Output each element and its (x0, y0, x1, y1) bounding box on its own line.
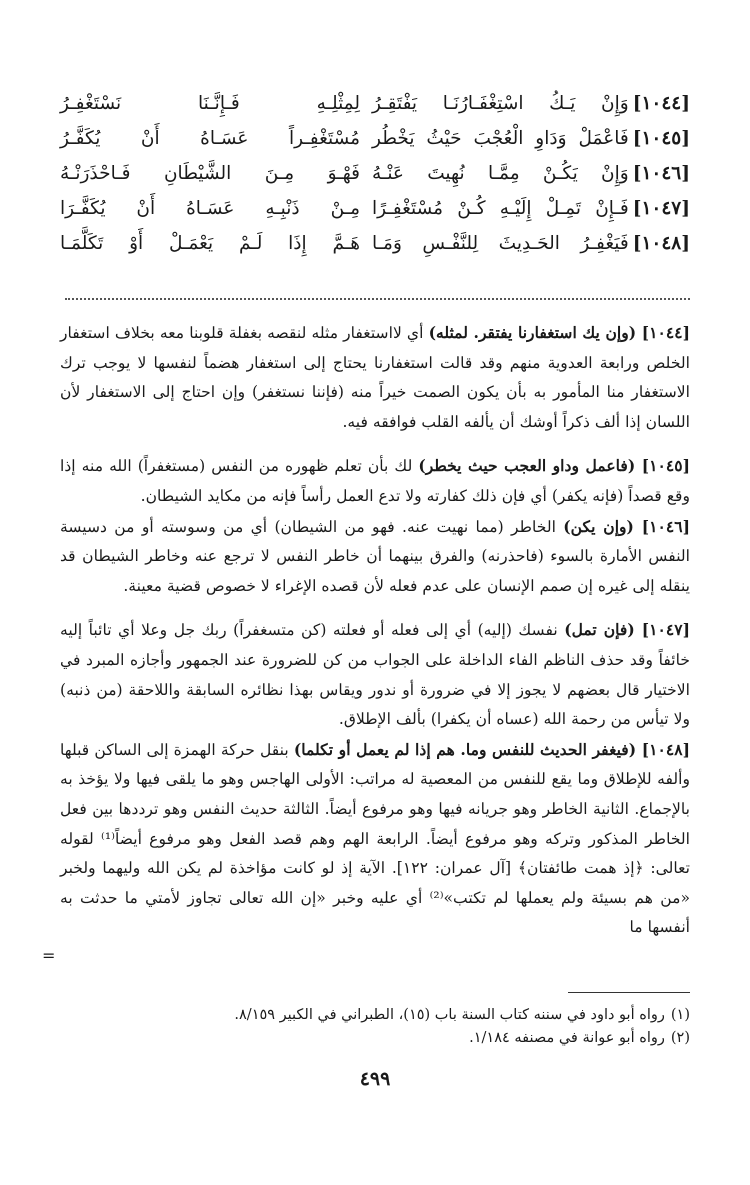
verse-number: [١٠٤٤] (632, 93, 690, 114)
verse-first-half: وَإِنْ يَكُـنْ مِمَّـا نُهِيتَ عَنْـهُ (372, 163, 629, 184)
verse-second-half: هَـمَّ إِذَا لَـمْ يَعْمَـلْ أَوْ تَكَلَّمَـا (60, 233, 360, 254)
verse-first-half: فَيَغْفِـرُ الحَـدِيثَ لِلنَّفْـسِ وَمَـا (372, 233, 629, 254)
verse-first-half: فَاعْمَلْ وَدَاوِ الْعُجْبَ حَيْثُ يَخْطُر (372, 128, 629, 149)
commentary-text: بنقل حركة الهمزة إلى الساكن قبلها وألفه للإطلاق وما يقع للنفس من المعصية له مراتب: الأولى الهاجس وهو ما يلقى فيها ولا يؤخذ به بالإجماع. الثانية الخاطر وهو جريانه فيها وهو مرفوع أيضاً. الثالثة حديث النفس وهو ترددها بين فعل الخاطر المذكور وتركه وهو مرفوع أيضاً. الرابعة الهم وهم قصد الفعل وهو مرفوع أيضاً⁽¹⁾ لقوله تعالى: ﴿إذ همت طائفتان﴾ [آل عمران: ١٢٢]. الآية إذ لو كانت مؤاخذة لم يكن الله وليهما ولخبر «من هم بسيئة ولم يعملها لم تكتب»⁽²⁾ أي عليه وخبر «إن الله تعالى تجاوز لأمتي ما حدثت به أنفسها ما (60, 740, 690, 937)
page-number: ٤٩٩ (359, 1068, 391, 1090)
poem-line (60, 156, 690, 191)
verse-first-half: وَإِنْ يَـكُ اسْتِغْفَـارُنَـا يَفْتَقِـرُ (372, 93, 629, 114)
footnote-text: رواه أبو عوانة في مصنفه ١/١٨٤. (469, 1030, 665, 1046)
continuation-mark: = (42, 946, 56, 965)
commentary-text: نفسك (إليه) أي إلى فعله أو فعلته (كن متسغفراً) ربك جل وعلا أي تائباً إليه خائفاً وقد حذف الناظم الفاء الداخلة على الجواب من كن للضرورة عند الجمهور وأجازه المبرد في الاختيار قال بعضهم لا يجوز إلا في ضرورة أو ندور ويقاس بهذا نظائره السابقة واللاحقة (من ذنبه) ولا تيأس من رحمة الله (عساه أن يكفرا) بألف الإطلاق. (60, 621, 690, 729)
verse-number: [١٠٤٧] (632, 198, 690, 219)
verse-number: [١٠٤٨] (632, 233, 690, 254)
verse-number: [١٠٤٦] (632, 163, 690, 184)
commentary-key: [١٠٤٦] (وإن يكن) (563, 516, 690, 536)
commentary-key: [١٠٤٤] (وإن يك استغفارنا يفتقر. لمثله) (428, 323, 690, 342)
commentary-key: [١٠٤٧] (فإن تمل) (564, 620, 690, 640)
commentary-text: لك بأن تعلم ظهوره من النفس (مستغفراً) الله منه إذا وقع قصداً (فإنه يكفر) أي فإن ذلك كفارته ولا تدع العمل رأساً فإنه من مكايد الشيطان. (60, 457, 690, 505)
poem-block (60, 86, 690, 261)
commentary-text: أي لااستغفار مثله لنقصه بغفلة قلوبنا معه بخلاف استغفار الخلص ورابعة العدوية منهم وقد قالت استغفارنا يحتاج إلى استغفار هضماً لنفسها لا يوجب ترك الاستغفار منا المأمور به بأن يكون الصمت خيراً منه (فإننا نستغفر) وإن احتاج إلى الاستغفار لأن اللسان إذا ألف ذكراً أوشك أن يألفه القلب فوافقه فيه. (60, 324, 690, 431)
commentary-paragraph (60, 451, 690, 511)
footnote-number: (١) (670, 1007, 690, 1023)
poem-line (60, 121, 690, 156)
footnote-number: (٢) (670, 1030, 690, 1046)
dotted-separator (65, 298, 690, 300)
footnote-rule (568, 992, 690, 993)
verse-second-half: لِمِثْلِـهِ فَـإِنَّـنَا نَسْتَغْفِـرُ (60, 93, 360, 114)
poem-line (60, 191, 690, 226)
footnote-text: رواه أبو داود في سننه كتاب السنة باب (١٥)، الطبراني في الكبير ٨/١٥٩. (234, 1007, 665, 1023)
verse-second-half: مُسْتَغْفِـراً عَسَـاهُ أَنْ يُكَفَّـرُ (60, 128, 360, 149)
commentary-paragraph (60, 735, 690, 943)
commentary-key: [١٠٤٥] (فاعمل وداو العجب حيث يخطر) (418, 456, 690, 476)
footnote (60, 1027, 690, 1050)
footnote (60, 1004, 690, 1027)
commentary-paragraph (60, 615, 690, 734)
verse-number: [١٠٤٥] (632, 128, 690, 149)
commentary-key: [١٠٤٨] (فيغفر الحديث للنفس وما. هم إذا لم يعمل أو تكلما) (293, 739, 690, 759)
commentary-paragraph (60, 318, 690, 437)
verse-second-half: مِـنْ ذَنْبِـهِ عَسَـاهُ أَنْ يُكَفَّـرَا (60, 198, 360, 219)
commentary-text: الخاطر (مما نهيت عنه. فهو من الشيطان) أي من وسوسته أو من دسيسة النفس الأمارة بالسوء (فاحذرنه) والفرق بينهما أن خاطر النفس لا ترجع عنه وخاطر الشيطان قد ينقله إلى غيره إن صمم الإنسان على عدم فعله لأن قصده الإغراء لا خصوص قضية معينة. (60, 517, 690, 595)
footnotes (60, 1004, 690, 1050)
poem-line (60, 86, 690, 121)
commentary-paragraph (60, 512, 690, 602)
commentary (60, 318, 690, 943)
verse-second-half: فَهْـوَ مِـنَ الشَّيْطَانِ فَـاحْذَرَنْـهُ (60, 163, 360, 184)
verse-first-half: فَـإِنْ تَمِـلْ إِلَيْـهِ كُـنْ مُسْتَغْفِـرًا (372, 198, 629, 219)
poem-line (60, 226, 690, 261)
